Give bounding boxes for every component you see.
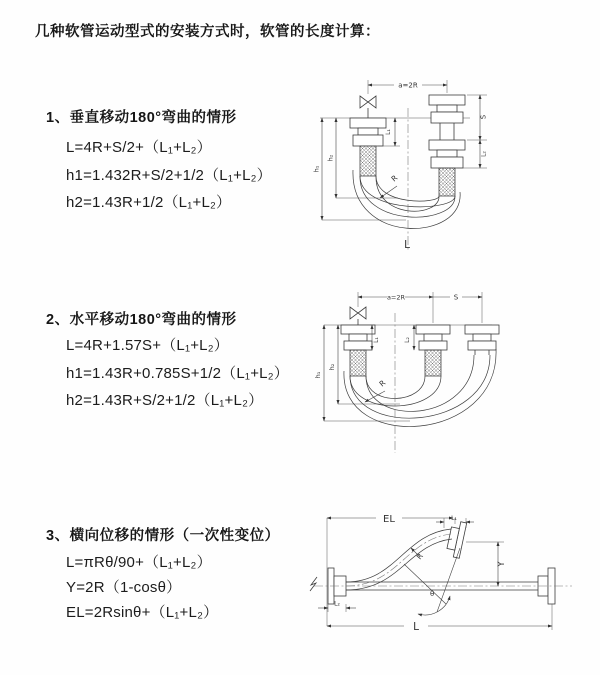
dim-label-l1: L₁ <box>385 129 392 135</box>
section3-formula-EL: EL=2Rsinθ+（L₁+L₂） <box>66 604 219 621</box>
dim-label-y: Y <box>497 561 507 567</box>
dim-label-h1: h₁ <box>312 165 321 173</box>
dim-label-a2r: a=2R <box>386 293 406 302</box>
section2-heading: 2、水平移动180°弯曲的情形 <box>46 312 237 328</box>
radius-label: R <box>377 378 388 389</box>
dim-label-l: L <box>404 239 410 251</box>
section1-formula-h2: h2=1.43R+1/2（L₁+L₂） <box>66 194 232 211</box>
dim-label-h1: h₁ <box>314 371 322 379</box>
braided-hose-section <box>425 350 441 376</box>
section2-formula-L: L=4R+1.57S+（L₁+L₂） <box>66 337 229 354</box>
section3-formula-L: L=πRθ/90+（L₁+L₂） <box>66 554 212 571</box>
valve-icon <box>360 96 376 108</box>
section3-heading: 3、横向位移的情形（一次性变位） <box>46 528 280 544</box>
dim-label-s: S <box>453 293 459 302</box>
braided-hose-section <box>350 350 366 376</box>
dim-label-l1: L₁ <box>451 515 457 522</box>
dim-label-h2: h₂ <box>328 363 336 371</box>
radius-label: R <box>414 551 425 562</box>
valve-icon <box>350 307 366 319</box>
dim-label-s: S <box>479 114 488 120</box>
diagram-horizontal-180-bend <box>310 283 600 468</box>
section3-formula-Y: Y=2R（1-cosθ） <box>66 579 182 596</box>
dim-label-a2r: a=2R <box>398 81 418 90</box>
section1-heading: 1、垂直移动180°弯曲的情形 <box>46 110 237 126</box>
dim-label-el: EL <box>383 514 395 525</box>
dim-label-l1: L₁ <box>373 337 380 343</box>
section2-formula-h2: h2=1.43R+S/2+1/2（L₁+L₂） <box>66 392 264 409</box>
braided-hose-section <box>360 146 376 176</box>
angle-label-theta: θ <box>430 590 435 598</box>
page-title: 几种软管运动型式的安装方式时，软管的长度计算： <box>35 24 380 40</box>
section2-formula-h1: h1=1.43R+0.785S+1/2（L₁+L₂） <box>66 365 289 382</box>
dim-label-l2: L₂ <box>404 337 411 343</box>
radius-label: R <box>389 173 400 184</box>
section1-formula-h1: h1=1.432R+S/2+1/2（L₁+L₂） <box>66 167 272 184</box>
diagram-lateral-displacement <box>300 498 600 650</box>
section1-formula-L: L=4R+S/2+（L₁+L₂） <box>66 139 212 156</box>
dim-label-l: L <box>413 621 419 633</box>
dim-label-l2: L₂ <box>334 600 340 608</box>
centerline-break-mark <box>310 577 317 591</box>
diagram-vertical-180-bend <box>310 68 510 260</box>
dim-label-h2: h₂ <box>326 154 335 162</box>
dim-label-l2: L₂ <box>480 151 488 157</box>
braided-hose-section <box>439 168 455 196</box>
